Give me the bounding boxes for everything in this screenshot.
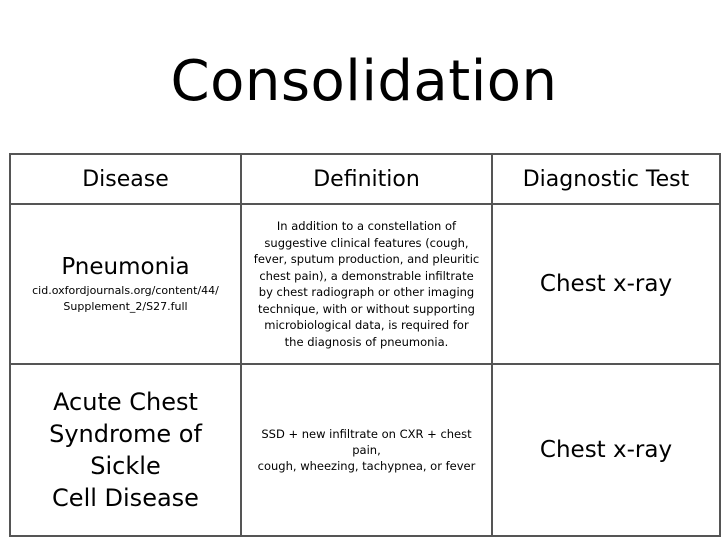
consolidation-table [9, 153, 721, 537]
diagnostic-test-cell [492, 204, 720, 364]
definition-text: SSD + new infiltrate on CXR + chest pain, cough, wheezing, tachypnea, or fever [257, 427, 476, 473]
header-diagnostic-test: Diagnostic Test [492, 154, 720, 204]
disease-cell [10, 204, 241, 364]
diagnostic-test-cell [492, 364, 720, 536]
diagnostic-test-text: Chest x-ray [539, 437, 673, 463]
disease-cell [10, 364, 241, 536]
table-row [10, 204, 720, 364]
header-disease: Disease [10, 154, 241, 204]
diagnostic-test-text: Chest x-ray [539, 271, 673, 297]
definition-cell [241, 364, 492, 536]
page-title: Consolidation [170, 49, 558, 114]
definition-cell [241, 204, 492, 364]
header-definition: Definition [241, 154, 492, 204]
disease-name: Acute Chest Syndrome of Sickle Cell Disease [49, 388, 202, 512]
table-row [10, 364, 720, 536]
definition-text: In addition to a constellation of suggestive clinical features (cough, fever, sputum production, and pleuritic chest pain), a demonstrable infiltrate by chest radiograph or other imaging technique, with or without supporting microbiological data, is required for the diagnosis of pneumonia. [253, 219, 480, 349]
citation-text: cid.oxfordjournals.org/content/44/ Supplement_2/S27.full [32, 284, 219, 313]
table-header-row [10, 154, 720, 204]
disease-name: Pneumonia [61, 254, 190, 280]
